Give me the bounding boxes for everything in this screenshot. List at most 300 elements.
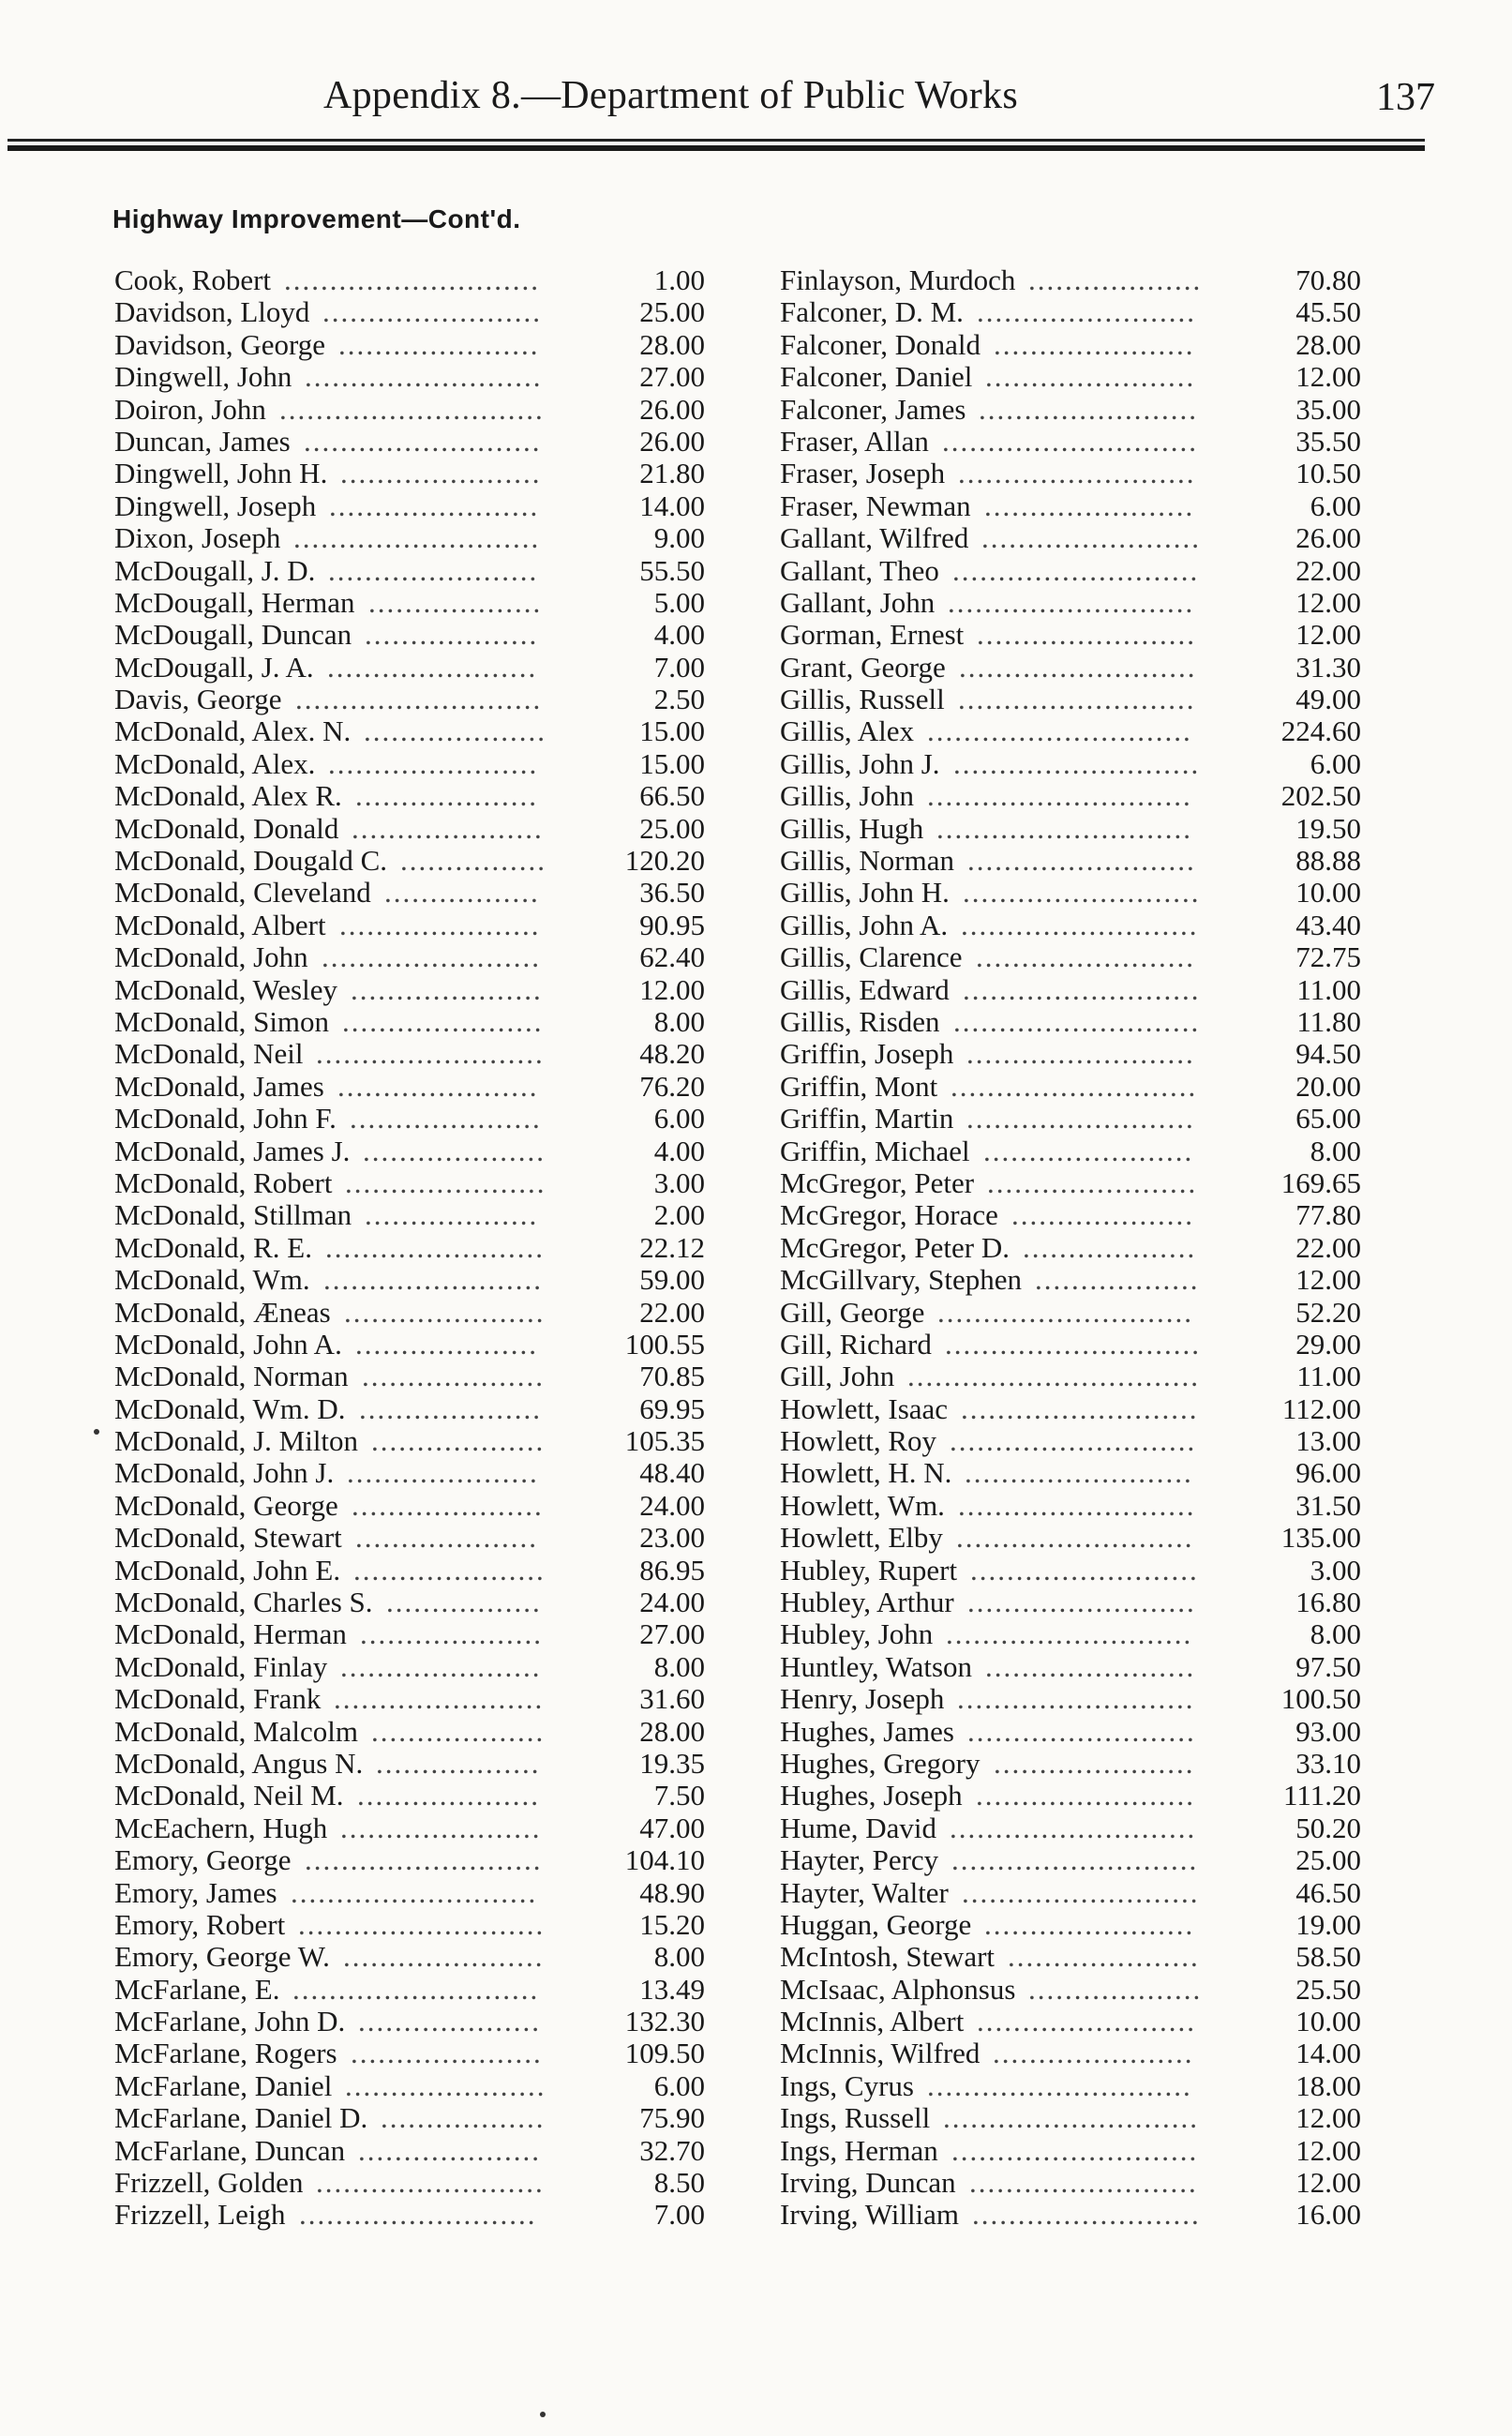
entry-amount: 11.00 [1296, 1360, 1361, 1393]
entry-amount: 15.00 [639, 714, 705, 748]
entry-amount: 11.80 [1296, 1004, 1361, 1038]
list-item [114, 1748, 705, 1780]
entry-amount: 12.00 [1295, 2133, 1361, 2167]
entry-amount: 24.00 [639, 1488, 705, 1522]
list-item [114, 1683, 705, 1715]
entry-name: Gillis, Alex [780, 714, 914, 748]
entry-name: McFarlane, Duncan [114, 2133, 346, 2167]
entry-amount: 12.00 [1295, 2166, 1361, 2200]
dot-leader: ........................... [950, 1812, 1197, 1844]
entry-name: Irving, William [780, 2198, 960, 2232]
entry-name: Ings, Cyrus [780, 2068, 914, 2102]
dot-leader: ........................... [291, 1876, 538, 1909]
dot-leader: ...................... [339, 909, 541, 941]
footer-mark [540, 2412, 546, 2417]
entry-name: Dixon, Joseph [114, 521, 281, 555]
dot-leader: ................... [1028, 1973, 1203, 2006]
entry-amount: 111.20 [1283, 1779, 1361, 1812]
list-item [114, 1974, 705, 2006]
list-item [114, 1586, 705, 1618]
entry-amount: 22.00 [1295, 1230, 1361, 1264]
entry-name: Hughes, Joseph [780, 1779, 963, 1812]
entry-name: Gillis, Russell [780, 683, 945, 716]
dot-leader: ...................... [344, 1296, 546, 1329]
dot-leader: .................... [360, 1618, 543, 1651]
entry-amount: 62.40 [639, 940, 705, 974]
entry-name: Irving, Duncan [780, 2166, 956, 2200]
entry-name: McDougall, Herman [114, 585, 355, 619]
entry-name: Gill, George [780, 1295, 925, 1329]
entry-amount: 14.00 [639, 489, 705, 522]
entry-name: McGregor, Peter D. [780, 1230, 1010, 1264]
dot-leader: .......................... [958, 458, 1196, 490]
list-item [114, 715, 705, 747]
entry-amount: 22.00 [1295, 553, 1361, 587]
entry-amount: 55.50 [639, 553, 705, 587]
entry-name: Gill, John [780, 1360, 895, 1393]
entry-name: McFarlane, Daniel [114, 2068, 333, 2102]
entry-amount: 23.00 [639, 1521, 705, 1555]
list-item [114, 1555, 705, 1586]
list-item [780, 910, 1361, 941]
dot-leader: ......................... [966, 1103, 1195, 1135]
list-item [780, 2038, 1361, 2069]
dot-leader: ....................... [328, 747, 539, 780]
entry-amount: 31.30 [1295, 650, 1361, 684]
entry-name: McDonald, R. E. [114, 1230, 312, 1264]
entry-amount: 24.00 [639, 1586, 705, 1619]
list-item [114, 974, 705, 1006]
entry-name: Griffin, Mont [780, 1069, 938, 1103]
dot-leader: ........................ [323, 1264, 543, 1297]
dot-leader: .......................... [963, 877, 1201, 910]
dot-leader: ...................... [340, 1812, 542, 1844]
dot-leader: ...................... [343, 1941, 545, 1974]
entry-name: Dingwell, John H. [114, 457, 328, 490]
entry-amount: 26.00 [1295, 521, 1361, 555]
entry-name: McDougall, Duncan [114, 618, 352, 652]
entry-amount: 20.00 [1295, 1069, 1361, 1103]
dot-leader: ................... [365, 1199, 539, 1232]
list-item [780, 1844, 1361, 1876]
entry-name: McDonald, Cleveland [114, 876, 371, 910]
entry-name: McGregor, Peter [780, 1165, 975, 1199]
list-item [780, 458, 1361, 489]
list-item [780, 652, 1361, 684]
list-item [114, 1393, 705, 1425]
list-item [780, 1586, 1361, 1618]
right-column-list [780, 264, 1361, 2232]
list-item [114, 1232, 705, 1264]
entry-amount: 58.50 [1295, 1940, 1361, 1974]
entry-amount: 59.00 [639, 1263, 705, 1297]
dot-leader: ...................... [340, 458, 542, 490]
list-item [780, 2135, 1361, 2167]
dot-leader: ........................ [981, 522, 1201, 555]
entry-amount: 97.50 [1295, 1649, 1361, 1683]
list-item [114, 619, 705, 651]
list-item [114, 1490, 705, 1522]
dot-leader: ........................... [948, 586, 1195, 619]
entry-name: McDonald, James [114, 1069, 324, 1103]
entry-name: Howlett, Roy [780, 1424, 937, 1458]
entry-name: McInnis, Wilfred [780, 2037, 981, 2070]
dot-leader: ........................... [953, 1005, 1201, 1038]
entry-amount: 19.50 [1295, 811, 1361, 845]
dot-leader: ....................... [985, 361, 1196, 394]
list-item [780, 2167, 1361, 2199]
dot-leader: ................................ [907, 1361, 1200, 1393]
dot-leader: ......................... [969, 2167, 1198, 2200]
entry-name: Cook, Robert [114, 263, 272, 296]
list-item [780, 1748, 1361, 1780]
dot-leader: .......................... [961, 1392, 1199, 1425]
dot-leader: ........................... [952, 554, 1200, 587]
entry-amount: 13.49 [639, 1972, 705, 2006]
dot-leader: ............................. [279, 393, 545, 426]
entry-amount: 202.50 [1280, 779, 1361, 813]
entry-amount: 70.80 [1295, 263, 1361, 296]
entry-name: Gillis, John J. [780, 746, 940, 780]
list-item [780, 1716, 1361, 1748]
entry-name: McDonald, Stewart [114, 1521, 342, 1555]
entry-amount: 15.20 [639, 1907, 705, 1941]
entry-amount: 8.00 [653, 1004, 705, 1038]
entry-name: Fraser, Joseph [780, 457, 946, 490]
entry-name: McDonald, John [114, 940, 308, 974]
list-item [114, 296, 705, 328]
entry-amount: 48.90 [639, 1875, 705, 1909]
entry-amount: 6.00 [1310, 746, 1361, 780]
entry-amount: 12.00 [1295, 360, 1361, 394]
dot-leader: ................ [400, 845, 546, 878]
dot-leader: ..................... [352, 812, 544, 845]
dot-leader: ........................... [951, 1844, 1199, 1877]
entry-amount: 8.00 [1310, 1617, 1361, 1651]
entry-amount: 224.60 [1280, 714, 1361, 748]
list-item [114, 2135, 705, 2167]
dot-leader: ...................... [342, 1005, 544, 1038]
dot-leader: ...................... [338, 328, 540, 361]
dot-leader: ...................... [345, 2069, 546, 2102]
dot-leader: ...................... [345, 1166, 546, 1199]
entry-name: McDonald, Angus N. [114, 1746, 364, 1780]
entry-name: Gillis, Hugh [780, 811, 924, 845]
entry-name: Gillis, John H. [780, 876, 950, 910]
entry-name: McDonald, Alex. N. [114, 714, 352, 748]
list-item [780, 296, 1361, 328]
entry-name: McInnis, Albert [780, 2005, 965, 2038]
entry-amount: 25.00 [639, 295, 705, 329]
dot-leader: ....................... [985, 1650, 1196, 1683]
entry-name: McDonald, Norman [114, 1360, 349, 1393]
list-item [114, 458, 705, 489]
entry-name: McDougall, J. D. [114, 553, 316, 587]
entry-name: Frizzell, Golden [114, 2166, 304, 2200]
list-item [780, 684, 1361, 715]
entry-amount: 88.88 [1295, 844, 1361, 878]
entry-amount: 3.00 [653, 1165, 705, 1199]
list-item [114, 490, 705, 522]
list-item [114, 1425, 705, 1457]
entry-amount: 75.90 [639, 2101, 705, 2135]
list-item [780, 2006, 1361, 2038]
list-item [114, 1038, 705, 1070]
list-item [780, 619, 1361, 651]
entry-name: McDonald, Wm. D. [114, 1391, 346, 1425]
list-item [114, 1780, 705, 1812]
entry-name: Hubley, Arthur [780, 1586, 954, 1619]
list-item [780, 1941, 1361, 1973]
header-rule-thick [7, 145, 1425, 151]
list-item [780, 1199, 1361, 1231]
dot-leader: ................... [1028, 264, 1203, 296]
list-item [114, 1716, 705, 1748]
entry-amount: 13.00 [1295, 1424, 1361, 1458]
dot-leader: ................... [368, 586, 543, 619]
entry-name: Howlett, Wm. [780, 1488, 945, 1522]
dot-leader: ....................... [983, 1135, 1194, 1167]
list-item [780, 1264, 1361, 1296]
dot-leader: ................. [384, 877, 540, 910]
entry-amount: 47.00 [639, 1811, 705, 1844]
list-item [114, 652, 705, 684]
entry-amount: 10.00 [1295, 2005, 1361, 2038]
dot-leader: .................... [357, 1780, 540, 1812]
dot-leader: .................... [355, 780, 538, 813]
entry-amount: 19.00 [1295, 1907, 1361, 1941]
entry-name: McDonald, J. Milton [114, 1424, 359, 1458]
entry-name: Gillis, John A. [780, 908, 949, 941]
dot-leader: .................. [381, 2102, 546, 2135]
dot-leader: ......................... [316, 1038, 545, 1071]
entry-amount: 100.50 [1280, 1682, 1361, 1716]
entry-amount: 14.00 [1295, 2037, 1361, 2070]
entry-amount: 31.50 [1295, 1488, 1361, 1522]
entry-amount: 52.20 [1295, 1295, 1361, 1329]
list-item [780, 1780, 1361, 1812]
dot-leader: ................... [371, 1425, 546, 1458]
entry-name: Hume, David [780, 1811, 937, 1844]
entry-name: McDonald, Albert [114, 908, 326, 941]
list-item [114, 1329, 705, 1361]
entry-name: McIntosh, Stewart [780, 1940, 996, 1974]
dot-leader: .................... [359, 1392, 542, 1425]
list-item [114, 684, 705, 715]
entry-name: McDonald, Simon [114, 1004, 330, 1038]
entry-name: McDonald, Robert [114, 1165, 333, 1199]
list-item [780, 813, 1361, 845]
dot-leader: ........................ [322, 296, 542, 329]
dot-leader: ........................ [979, 393, 1198, 426]
list-item [780, 1909, 1361, 1941]
entry-amount: 7.00 [653, 650, 705, 684]
list-item [780, 1361, 1361, 1392]
entry-amount: 69.95 [639, 1391, 705, 1425]
entry-name: McDonald, John E. [114, 1553, 341, 1586]
entry-name: Davidson, George [114, 327, 325, 361]
entry-amount: 7.00 [653, 2198, 705, 2232]
entry-name: Davidson, Lloyd [114, 295, 310, 329]
entry-name: Gillis, Norman [780, 844, 954, 878]
list-item [114, 1618, 705, 1650]
entry-name: McDonald, James J. [114, 1134, 351, 1167]
page-title: Appendix 8.—Department of Public Works [323, 74, 1018, 117]
entry-name: Emory, George W. [114, 1940, 330, 1974]
page-number: 137 [1376, 76, 1435, 119]
dot-leader: .................. [376, 1747, 541, 1780]
entry-name: Huggan, George [780, 1907, 972, 1941]
list-item [114, 1522, 705, 1554]
list-item [114, 1264, 705, 1296]
entry-amount: 19.35 [639, 1746, 705, 1780]
list-item [780, 1006, 1361, 1038]
section-heading: Highway Improvement—Cont'd. [112, 204, 521, 233]
entry-amount: 1.00 [653, 263, 705, 296]
dot-leader: ......................... [972, 2199, 1201, 2232]
list-item [780, 877, 1361, 909]
list-item [780, 1103, 1361, 1135]
entry-name: Gillis, Edward [780, 972, 950, 1006]
entry-amount: 12.00 [1295, 618, 1361, 652]
entry-amount: 48.40 [639, 1456, 705, 1490]
dot-leader: ........................ [976, 1780, 1195, 1812]
list-item [780, 1812, 1361, 1844]
entry-name: McFarlane, John D. [114, 2005, 346, 2038]
entry-amount: 9.00 [653, 521, 705, 555]
entry-name: McDonald, Stillman [114, 1198, 352, 1232]
dot-leader: ......................... [970, 1554, 1199, 1586]
entry-name: Ings, Herman [780, 2133, 938, 2167]
dot-leader: ........................ [976, 941, 1195, 974]
entry-name: McDonald, Wesley [114, 972, 337, 1006]
entry-amount: 25.50 [1295, 1972, 1361, 2006]
dot-leader: .......................... [304, 425, 542, 458]
entry-name: Emory, Robert [114, 1907, 286, 1941]
entry-name: Frizzell, Leigh [114, 2198, 286, 2232]
list-item [780, 2102, 1361, 2134]
entry-name: Gorman, Ernest [780, 618, 965, 652]
entry-name: Gallant, John [780, 585, 936, 619]
list-item [780, 329, 1361, 361]
dot-leader: ........................ [977, 2006, 1196, 2038]
list-item [780, 1522, 1361, 1554]
list-item [114, 2038, 705, 2069]
dot-leader: ............................. [927, 715, 1192, 748]
dot-leader: ......................... [965, 1457, 1193, 1490]
page-header [0, 56, 1512, 131]
entry-amount: 3.00 [1310, 1553, 1361, 1586]
entry-name: Gallant, Theo [780, 553, 939, 587]
entry-amount: 50.20 [1295, 1811, 1361, 1844]
list-item [780, 490, 1361, 522]
entry-amount: 21.80 [639, 457, 705, 490]
dot-leader: ........................... [953, 747, 1201, 780]
dot-leader: ........................... [946, 1618, 1193, 1651]
list-item [114, 1167, 705, 1199]
entry-amount: 16.80 [1295, 1586, 1361, 1619]
list-item [114, 845, 705, 877]
entry-name: Falconer, Daniel [780, 360, 973, 394]
list-item [780, 974, 1361, 1006]
entry-amount: 6.00 [1310, 489, 1361, 522]
entry-amount: 26.00 [639, 424, 705, 458]
list-item [780, 1683, 1361, 1715]
dot-leader: ............................. [927, 2069, 1192, 2102]
dot-leader: ........................ [977, 619, 1196, 652]
dot-leader: ........................... [292, 1973, 540, 2006]
entry-amount: 94.50 [1295, 1037, 1361, 1071]
entry-amount: 72.75 [1295, 940, 1361, 974]
entry-name: McDonald, Æneas [114, 1295, 331, 1329]
list-item [114, 1844, 705, 1876]
margin-mark [94, 1429, 99, 1435]
entry-amount: 86.95 [639, 1553, 705, 1586]
entry-amount: 36.50 [639, 876, 705, 910]
list-item [114, 780, 705, 812]
entry-name: Hughes, Gregory [780, 1746, 981, 1780]
entry-amount: 120.20 [624, 844, 705, 878]
entry-amount: 16.00 [1295, 2198, 1361, 2232]
dot-leader: ........................... [298, 1908, 546, 1941]
entry-amount: 22.12 [639, 1230, 705, 1264]
list-item [114, 361, 705, 393]
dot-leader: .......................... [957, 1683, 1195, 1716]
entry-name: Ings, Russell [780, 2101, 931, 2135]
entry-amount: 70.85 [639, 1360, 705, 1393]
list-item [780, 1071, 1361, 1103]
dot-leader: ........................... [293, 522, 541, 555]
dot-leader: .......................... [963, 973, 1201, 1006]
list-item [114, 1941, 705, 1973]
list-item [114, 1909, 705, 1941]
list-item [780, 1877, 1361, 1909]
entry-name: Falconer, D. M. [780, 295, 964, 329]
entry-amount: 49.00 [1295, 683, 1361, 716]
entry-name: Emory, George [114, 1843, 292, 1877]
dot-leader: .................... [363, 1135, 546, 1167]
entry-name: McDonald, Neil [114, 1037, 304, 1071]
dot-leader: ............................ [937, 1296, 1193, 1329]
entry-amount: 18.00 [1295, 2068, 1361, 2102]
dot-leader: ......................... [316, 2167, 545, 2200]
entry-amount: 4.00 [653, 618, 705, 652]
left-column-list [114, 264, 705, 2232]
list-item [114, 877, 705, 909]
entry-amount: 8.00 [1310, 1134, 1361, 1167]
dot-leader: ..................... [350, 1103, 542, 1135]
entry-amount: 27.00 [639, 360, 705, 394]
dot-leader: ..................... [352, 1489, 544, 1522]
entry-amount: 2.00 [653, 1198, 705, 1232]
entry-amount: 27.00 [639, 1617, 705, 1651]
list-item [114, 1812, 705, 1844]
list-item [780, 1555, 1361, 1586]
entry-name: Griffin, Martin [780, 1102, 954, 1135]
dot-leader: .......................... [958, 1489, 1196, 1522]
dot-leader: ..................... [351, 2038, 543, 2070]
entry-amount: 25.00 [639, 811, 705, 845]
entry-name: Griffin, Michael [780, 1134, 970, 1167]
list-item [780, 941, 1361, 973]
entry-name: Gillis, Clarence [780, 940, 963, 974]
dot-leader: ....................... [984, 1908, 1195, 1941]
dot-leader: ................. [386, 1586, 542, 1619]
entry-name: Howlett, Elby [780, 1521, 943, 1555]
entry-amount: 12.00 [639, 972, 705, 1006]
entry-amount: 169.65 [1280, 1165, 1361, 1199]
entry-amount: 33.10 [1295, 1746, 1361, 1780]
